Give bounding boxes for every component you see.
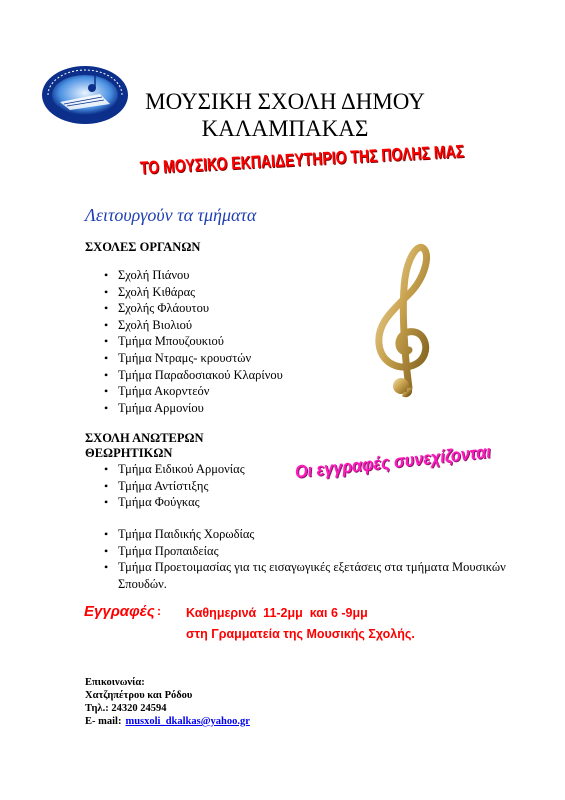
enrollment-banner — [295, 432, 515, 492]
list-item: • Σχολή Πιάνου — [104, 267, 283, 284]
list-item: • Σχολή Βιολιού — [104, 317, 283, 334]
list-item: • Τμήμα Μπουζουκιού — [104, 333, 283, 350]
other-departments-list — [104, 526, 518, 592]
advanced-theory-heading-line2: ΘΕΩΡΗΤΙΚΩΝ — [85, 446, 173, 460]
list-item: • Τμήμα Αρμονίου — [104, 400, 283, 417]
registration-label: Εγγραφές — [84, 603, 155, 620]
instrument-schools-list — [104, 267, 283, 416]
treble-clef-icon — [365, 238, 443, 398]
list-item: • Τμήμα Αντίστιξης — [104, 478, 245, 495]
registration-location: στη Γραμματεία της Μουσικής Σχολής. — [186, 627, 415, 641]
list-item: • Τμήμα Προετοιμασίας για τις εισαγωγικές εξετάσεις στα τμήματα Μουσικών Σπουδών. — [104, 559, 518, 592]
list-item: • Τμήμα Ακορντεόν — [104, 383, 283, 400]
instrument-schools-heading: ΣΧΟΛΕΣ ΟΡΓΑΝΩΝ — [85, 240, 201, 254]
list-item: • Σχολής Φλάουτου — [104, 300, 283, 317]
slogan-banner — [139, 141, 550, 190]
list-item: • Τμήμα Παιδικής Χορωδίας — [104, 526, 518, 543]
list-item: • Τμήμα Φούγκας — [104, 494, 245, 511]
email-link[interactable]: musxoli_dkalkas@yahoo.gr — [125, 716, 250, 727]
advanced-theory-list — [104, 461, 245, 511]
contact-heading: Επικοινωνία: — [85, 677, 145, 688]
registration-hours: Καθημερινά 11-2μμ και 6 -9μμ — [186, 606, 368, 620]
list-item: • Τμήμα Ντραμς- κρουστών — [104, 350, 283, 367]
list-item: • Τμήμα Προπαιδείας — [104, 543, 518, 560]
departments-subheading: Λειτουργούν τα τμήματα — [85, 205, 257, 225]
registration-colon: : — [157, 604, 161, 618]
school-title-line2: ΚΑΛΑΜΠΑΚΑΣ — [201, 116, 369, 141]
school-title-line1: ΜΟΥΣΙΚΗ ΣΧΟΛΗ ΔΗΜΟΥ — [145, 89, 425, 114]
contact-email-row — [85, 716, 250, 727]
list-item: • Σχολή Κιθάρας — [104, 284, 283, 301]
contact-phone: Τηλ.: 24320 24594 — [85, 703, 167, 714]
music-school-logo — [40, 64, 130, 126]
email-label: E- mail: — [85, 716, 122, 727]
slogan-text: ΤΟ ΜΟΥΣΙΚΟ ΕΚΠΑΙΔΕΥΤΗΡΙΟ ΤΗΣ ΠΟΛΗΣ ΜΑΣ — [139, 141, 465, 178]
list-item: • Τμήμα Ειδικού Αρμονίας — [104, 461, 245, 478]
advanced-theory-heading-line1: ΣΧΟΛΗ ΑΝΩΤΕΡΩΝ — [85, 431, 204, 445]
contact-address: Χατζηπέτρου και Ρόδου — [85, 690, 193, 701]
enrollment-banner-text: Οι εγγραφές συνεχίζονται — [293, 441, 492, 482]
list-item: • Τμήμα Παραδοσιακού Κλαρίνου — [104, 367, 283, 384]
